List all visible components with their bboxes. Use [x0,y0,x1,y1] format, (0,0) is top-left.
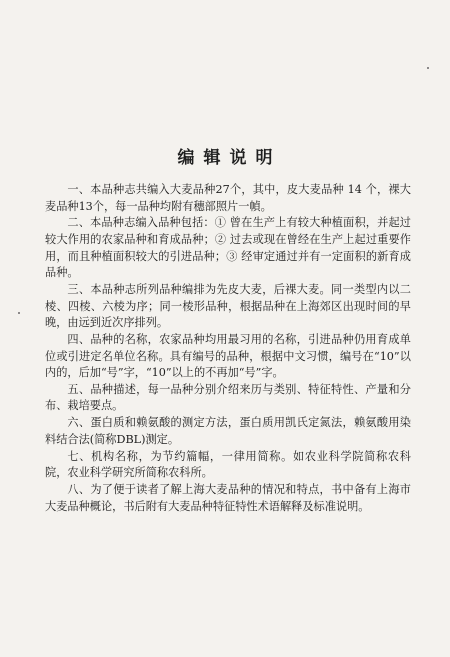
editorial-notes [45,182,411,515]
note-paragraph-3: 三、本品种志所列品种编排为先皮大麦，后裸大麦。同一类型内以二棱、四棱、六棱为序；同一棱形品种，根据品种在上海郊区出现时间的早晚，由远到近次序排列。 [45,282,411,330]
note-paragraph-4: 四、品种的名称，农家品种均用最习用的名称，引进品种仍用育成单位或引进定名单位名称。具有编号的品种，根据中文习惯，编号在“10”以内的，后加“号”字，“10”以上的不再加“号”字。 [45,332,411,380]
note-paragraph-5: 五、品种描述，每一品种分别介绍来历与类别、特征特性、产量和分布、栽培要点。 [45,382,411,413]
note-paragraph-1: 一、本品种志共编入大麦品种27个，其中，皮大麦品种 14 个，裸大麦品种13个，每一品种均附有穗部照片一幀。 [45,183,411,213]
scan-speck [427,67,429,69]
note-paragraph-8: 八、为了便于读者了解上海大麦品种的情况和特点，书中备有上海市大麦品种概论，书后附有大麦品种特征特性术语解释及标准说明。 [45,483,411,513]
note-paragraph-7: 七、机构名称，为节约篇幅，一律用简称。如农业科学院简称农科院，农业科学研究所简称农科所。 [45,449,411,480]
page-title: 编辑说明 [177,148,282,168]
note-paragraph-2: 二、本品种志编入品种包括：① 曾在生产上有较大种植面积，并起过较大作用的农家品种和育成品种；② 过去或现在曾经在生产上起过重要作用，而且种植面积较大的引进品种；③ 经审定通过并有一定面积的新育成品种。 [45,216,411,280]
note-paragraph-6: 六、蛋白质和赖氨酸的测定方法，蛋白质用凯氏定氮法，赖氨酸用染料结合法(简称DBL)测定。 [45,416,411,446]
scan-speck [18,312,20,314]
